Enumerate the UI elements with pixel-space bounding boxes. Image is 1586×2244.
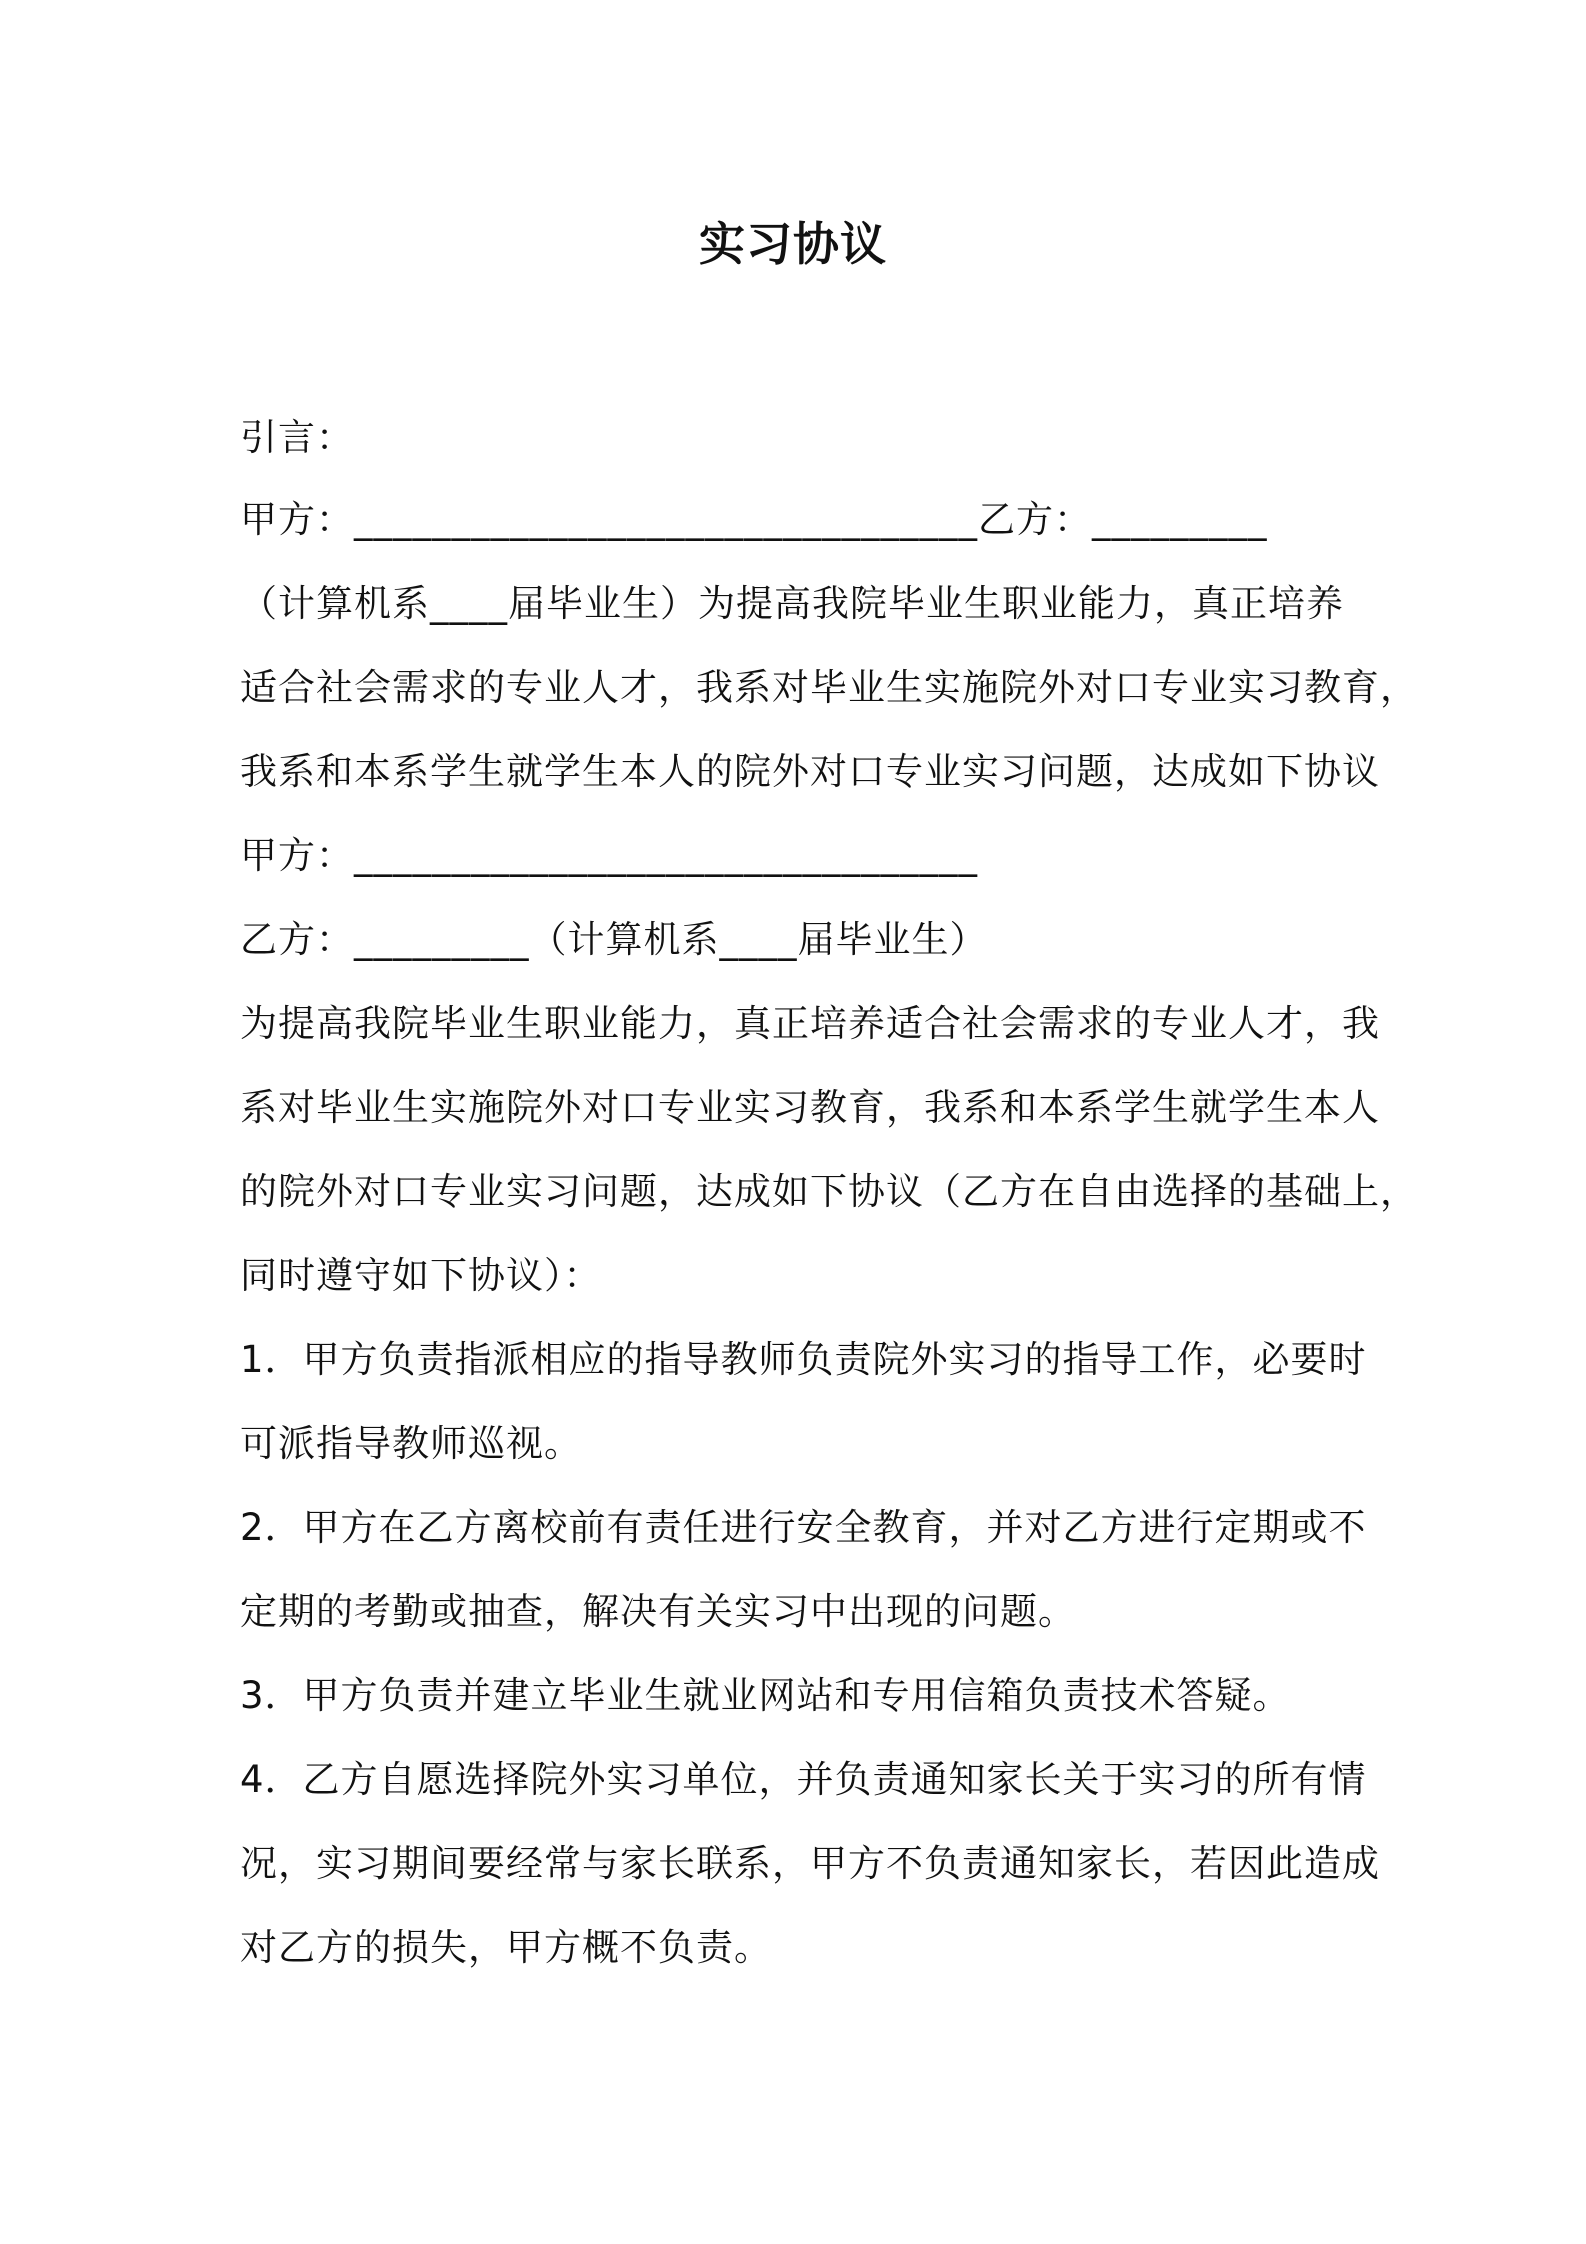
clause-4-line: 对乙方的损失，甲方概不负责。 (240, 1926, 772, 1969)
paragraph-line: 为提高我院毕业生职业能力，真正培养适合社会需求的专业人才，我 (240, 1002, 1380, 1045)
paragraph-line: 的院外对口专业实习问题，达成如下协议（乙方在自由选择的基础上， (240, 1170, 1418, 1213)
paragraph-line: 适合社会需求的专业人才，我系对毕业生实施院外对口专业实习教育， (240, 666, 1418, 709)
party-line-1: 甲方：________________________________乙方：_________ (240, 498, 1268, 541)
paragraph-line: 系对毕业生实施院外对口专业实习教育，我系和本系学生就学生本人 (240, 1086, 1380, 1129)
intro-label: 引言： (240, 416, 354, 459)
clause-2-line: 2．甲方在乙方离校前有责任进行安全教育，并对乙方进行定期或不 (240, 1506, 1367, 1549)
clause-2-line: 定期的考勤或抽查，解决有关实习中出现的问题。 (240, 1590, 1076, 1633)
paragraph-line: 我系和本系学生就学生本人的院外对口专业实习问题，达成如下协议 (240, 750, 1380, 793)
party-b-line: 乙方：_________（计算机系____届毕业生） (240, 918, 988, 961)
clause-4-line: 况，实习期间要经常与家长联系，甲方不负责通知家长，若因此造成 (240, 1842, 1380, 1885)
clause-4-line: 4．乙方自愿选择院外实习单位，并负责通知家长关于实习的所有情 (240, 1758, 1367, 1801)
document-title: 实习协议 (699, 217, 887, 271)
paragraph-line: 同时遵守如下协议）： (240, 1254, 602, 1297)
party-a-line: 甲方：________________________________ (240, 834, 978, 877)
clause-1-line: 可派指导教师巡视。 (240, 1422, 582, 1465)
clause-1-line: 1．甲方负责指派相应的指导教师负责院外实习的指导工作，必要时 (240, 1338, 1367, 1381)
clause-3-line: 3．甲方负责并建立毕业生就业网站和专用信箱负责技术答疑。 (240, 1674, 1291, 1717)
paragraph-line: （计算机系____届毕业生）为提高我院毕业生职业能力，真正培养 (240, 582, 1344, 625)
